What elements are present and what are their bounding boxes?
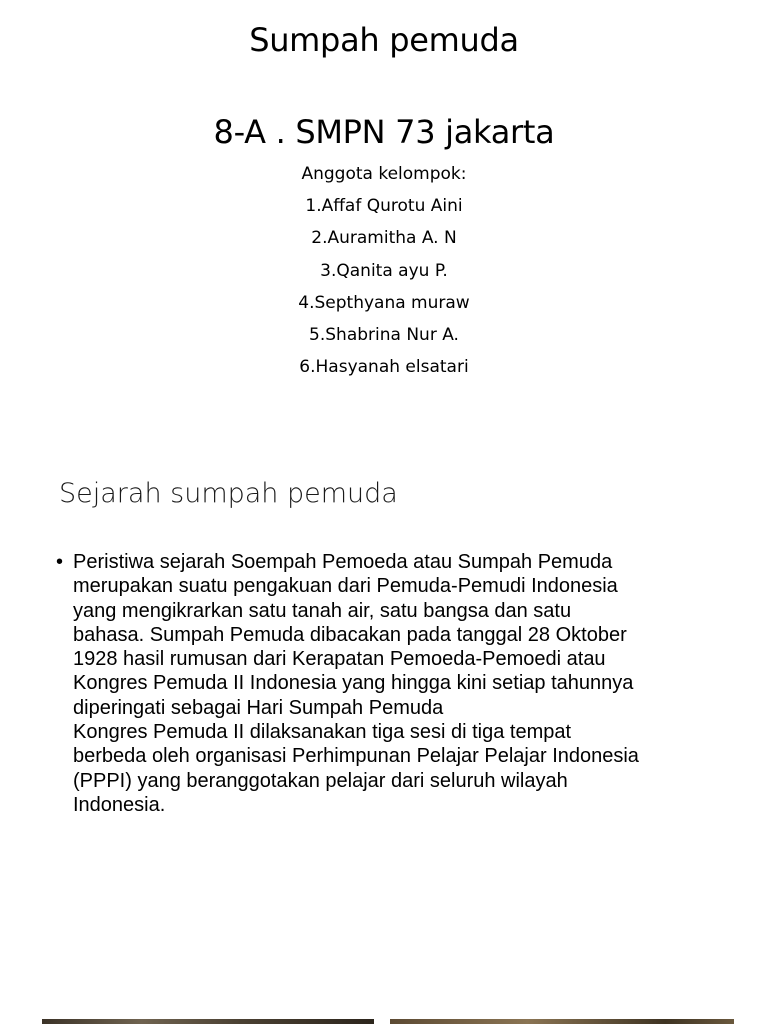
member-item: 4.Septhyana muraw (298, 292, 470, 313)
paragraph-line: (PPPI) yang beranggotakan pelajar dari seluruh wilayah (73, 769, 568, 792)
members-heading: Anggota kelompok: (301, 164, 467, 184)
bullet-icon: • (56, 551, 64, 573)
paragraph-line: diperingati sebagai Hari Sumpah Pemuda (73, 696, 444, 719)
member-item: 1.Affaf Qurotu Aini (305, 196, 463, 217)
next-slide-image-left (42, 1019, 374, 1024)
paragraph-line: Kongres Pemuda II Indonesia yang hingga kini setiap tahunnya (73, 672, 634, 695)
paragraph-line: Peristiwa sejarah Soempah Pemoeda atau Sumpah Pemuda (73, 551, 613, 573)
section-title: Sejarah sumpah pemuda (59, 478, 398, 509)
next-slide-image-right (390, 1019, 734, 1024)
page-title: Sumpah pemuda (249, 21, 519, 59)
class-school-title: 8-A . SMPN 73 jakarta (213, 113, 555, 151)
paragraph-line: Indonesia. (73, 793, 166, 816)
paragraph-line: 1928 hasil rumusan dari Kerapatan Pemoeda-Pemoedi atau (73, 648, 606, 671)
paragraph-line: Kongres Pemuda II dilaksanakan tiga sesi di tiga tempat (73, 721, 572, 744)
paragraph-line: merupakan suatu pengakuan dari Pemuda-Pemudi Indonesia (73, 575, 618, 598)
slide-title (0, 0, 768, 440)
member-item: 2.Auramitha A. N (311, 228, 457, 249)
paragraph-line: berbeda oleh organisasi Perhimpunan Pelajar Pelajar Indonesia (73, 745, 639, 768)
member-item: 5.Shabrina Nur A. (309, 325, 459, 346)
member-item: 6.Hasyanah elsatari (299, 357, 469, 378)
paragraph-line: yang mengikrarkan satu tanah air, satu bangsa dan satu (73, 599, 572, 622)
paragraph-text (73, 550, 733, 817)
member-list (0, 158, 768, 383)
member-item: 3.Qanita ayu P. (320, 260, 448, 281)
paragraph-line: bahasa. Sumpah Pemuda dibacakan pada tanggal 28 Oktober (73, 623, 627, 646)
